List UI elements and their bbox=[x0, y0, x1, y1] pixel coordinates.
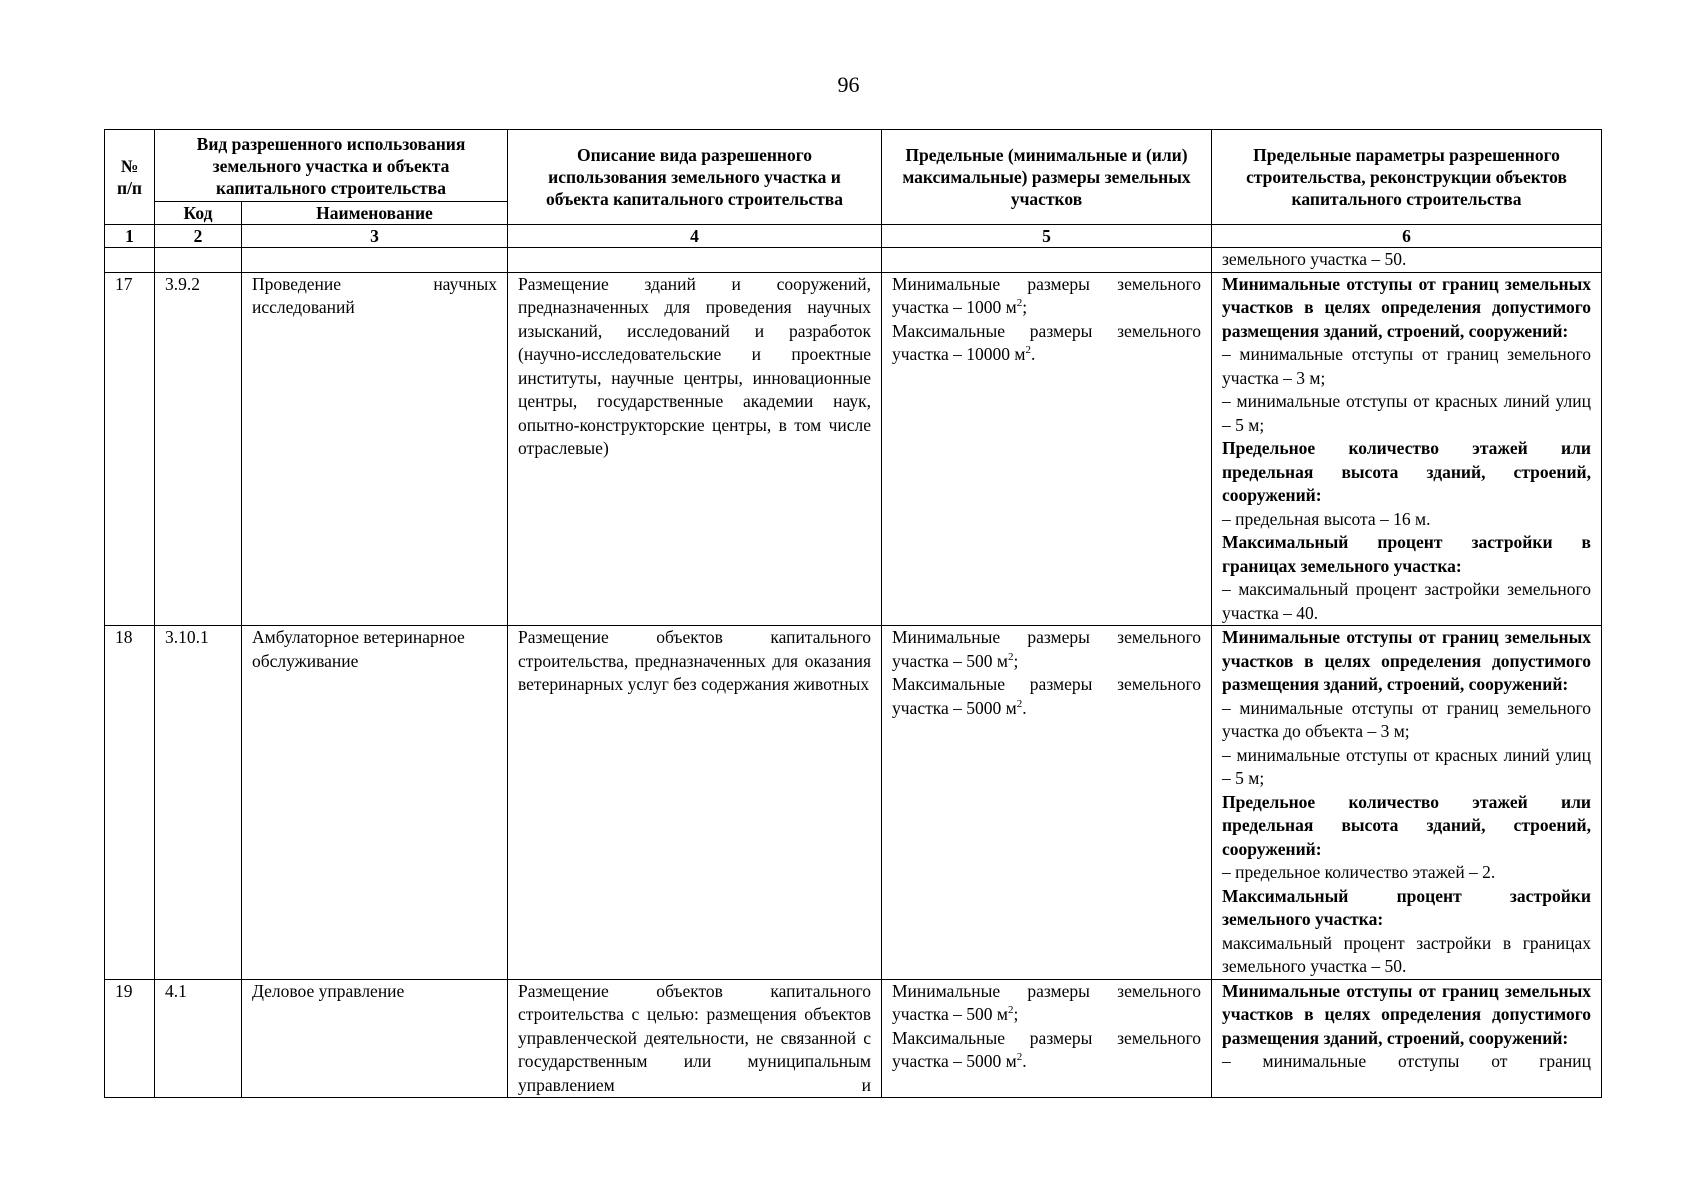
header-name: Наименование bbox=[242, 202, 508, 225]
table-row bbox=[105, 626, 1602, 980]
row-number: 19 bbox=[105, 979, 155, 1098]
column-number: 4 bbox=[508, 225, 882, 248]
row-code: 3.9.2 bbox=[155, 272, 242, 626]
row-plot-size: Минимальные размеры земельного участка – 1000 $м^2$; Максимальные размеры земельного участка – 10000 $м^2$. bbox=[882, 272, 1212, 626]
row-name: Деловое управление bbox=[242, 979, 508, 1098]
header-description: Описание вида разрешенного использования земельного участка и объекта капитального строительства bbox=[508, 130, 882, 225]
row-description: Размещение зданий и сооружений, предназначенных для проведения научных изысканий, исследований и разработок (научно-исследовательские и проектные институты, научные центры, инновационные центры, государственные академии наук, опытно-конструкторские центры, в том числе отраслевые) bbox=[508, 272, 882, 626]
row-code: 3.10.1 bbox=[155, 626, 242, 980]
setback-item: – минимальные отступы от красных линий улиц – 5 м; bbox=[1222, 744, 1591, 788]
coverage-title: Максимальный процент застройки в границах земельного участка: bbox=[1222, 532, 1591, 576]
coverage-item: максимальный процент застройки в границах земельного участка – 50. bbox=[1222, 932, 1591, 976]
setback-item: – минимальные отступы от границ земельного участка до объекта – 3 м; bbox=[1222, 697, 1591, 741]
row-name: Проведение научных исследований bbox=[242, 272, 508, 626]
coverage-item: – максимальный процент застройки земельного участка – 40. bbox=[1222, 579, 1591, 623]
column-number: 6 bbox=[1212, 225, 1602, 248]
row-description: Размещение объектов капитального строительства, предназначенных для оказания ветеринарных услуг без содержания животных bbox=[508, 626, 882, 980]
setback-item: – минимальные отступы от границ bbox=[1222, 1051, 1591, 1071]
setback-title: Минимальные отступы от границ земельных участков в целях определения допустимого размещения зданий, строений, сооружений: bbox=[1222, 627, 1591, 694]
continued-text: земельного участка – 50. bbox=[1212, 248, 1602, 273]
row-name: Амбулаторное ветеринарное обслуживание bbox=[242, 626, 508, 980]
header-number: № п/п bbox=[105, 130, 155, 225]
table-row-continued bbox=[105, 248, 1602, 273]
size-min: Минимальные размеры земельного участка – 1000 м bbox=[892, 273, 1201, 317]
setback-title: Минимальные отступы от границ земельных участков в целях определения допустимого размещения зданий, строений, сооружений: bbox=[1222, 273, 1591, 341]
row-parameters bbox=[1212, 272, 1602, 626]
setback-title: Минимальные отступы от границ земельных участков в целях определения допустимого размещения зданий, строений, сооружений: bbox=[1222, 980, 1591, 1048]
floors-title: Предельное количество этажей или предельная высота зданий, строений, сооружений: bbox=[1222, 438, 1591, 505]
table-row bbox=[105, 272, 1602, 626]
row-parameters bbox=[1212, 979, 1602, 1098]
row-number: 17 bbox=[105, 272, 155, 626]
column-number: 5 bbox=[882, 225, 1212, 248]
regulations-table bbox=[104, 129, 1602, 1098]
column-number: 3 bbox=[242, 225, 508, 248]
header-plot-size: Предельные (минимальные и (или) максимальные) размеры земельных участков bbox=[882, 130, 1212, 225]
row-number: 18 bbox=[105, 626, 155, 980]
row-plot-size: Минимальные размеры земельного участка – 500 $м^2$; Максимальные размеры земельного участка – 5000 $м^2$. bbox=[882, 979, 1212, 1098]
size-min: Минимальные размеры земельного участка – 500 м bbox=[892, 980, 1201, 1024]
floors-title: Предельное количество этажей или предельная высота зданий, строений, сооружений: bbox=[1222, 791, 1591, 859]
floors-item: – предельная высота – 16 м. bbox=[1222, 508, 1431, 529]
coverage-title: Максимальный процент застройки земельного участка: bbox=[1222, 885, 1591, 929]
column-number: 1 bbox=[105, 225, 155, 248]
floors-item: – предельное количество этажей – 2. bbox=[1222, 862, 1496, 882]
size-min: Минимальные размеры земельного участка – 500 м bbox=[892, 627, 1201, 671]
setback-item: – минимальные отступы от красных линий улиц – 5 м; bbox=[1222, 391, 1591, 435]
header-parameters: Предельные параметры разрешенного строительства, реконструкции объектов капитального строительства bbox=[1212, 130, 1602, 225]
column-number: 2 bbox=[155, 225, 242, 248]
header-use-type: Вид разрешенного использования земельного участка и объекта капитального строительства bbox=[155, 130, 508, 202]
table-row bbox=[105, 979, 1602, 1098]
size-max: Максимальные размеры земельного участка – 5000 м bbox=[892, 674, 1201, 718]
row-description: Размещение объектов капитального строительства с целью: размещения объектов управленческой деятельности, не связанной с государственным или муниципальным управлением и bbox=[508, 979, 882, 1098]
setback-item: – минимальные отступы от границ земельного участка – 3 м; bbox=[1222, 344, 1591, 388]
row-parameters bbox=[1212, 626, 1602, 980]
row-code: 4.1 bbox=[155, 979, 242, 1098]
size-max: Максимальные размеры земельного участка – 10000 м bbox=[892, 320, 1201, 364]
size-max: Максимальные размеры земельного участка – 5000 м bbox=[892, 1027, 1201, 1071]
header-code: Код bbox=[155, 202, 242, 225]
row-plot-size: Минимальные размеры земельного участка – 500 $м^2$; Максимальные размеры земельного участка – 5000 $м^2$. bbox=[882, 626, 1212, 980]
page-number: 96 bbox=[837, 72, 860, 97]
